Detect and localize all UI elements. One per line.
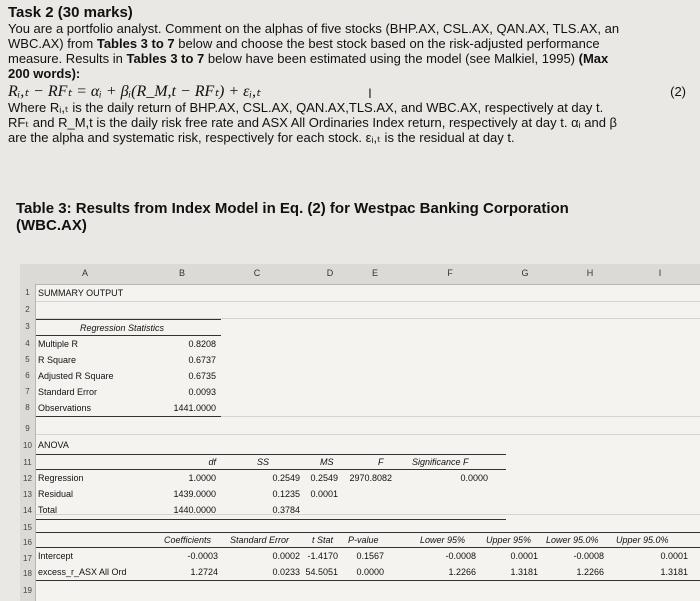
table-cell: 1 <box>25 288 30 297</box>
table-cell: 10 <box>23 441 32 450</box>
table-cell: 5 <box>25 355 30 364</box>
coef-header: Coefficients <box>164 535 212 545</box>
table-cell: 0.0002 <box>272 551 300 561</box>
column-header: C <box>253 268 261 278</box>
table-cell: 1.0000 <box>188 473 216 483</box>
table-cell: 4 <box>25 339 30 348</box>
anova-header-df: df <box>208 457 216 467</box>
task-line-3: measure. Results in Tables 3 to 7 below have been estimated using the model (see Malkiel, 1995) (Max <box>8 51 609 66</box>
table-cell: 0.0001 <box>660 551 688 561</box>
coef-header: Upper 95% <box>486 535 532 545</box>
column-header: A <box>81 268 89 278</box>
coef-header: Standard Error <box>230 535 290 545</box>
table-cell: 11 <box>23 458 32 467</box>
table-cell: 0.0233 <box>272 567 300 577</box>
coef-header: P-value <box>348 535 379 545</box>
table-cell: 0.0001 <box>310 489 338 499</box>
table-cell: 18 <box>23 569 32 578</box>
table-cell: 1439.0000 <box>173 489 216 499</box>
anova-row-label: Residual <box>38 489 74 499</box>
column-header: F <box>447 268 453 278</box>
stat-value: 0.0093 <box>188 387 216 397</box>
table-cell: 6 <box>25 371 30 380</box>
column-header: H <box>586 268 594 278</box>
coef-header: Lower 95.0% <box>546 535 599 545</box>
task-line-1: You are a portfolio analyst. Comment on the alphas of five stocks (BHP.AX, CSL.AX, QAN.AX, TLS.AX, an <box>8 21 620 36</box>
regression-statistics-heading: Regression Statistics <box>80 323 165 333</box>
task-line-2: WBC.AX) from Tables 3 to 7 below and choose the best stock based on the risk-adjusted performance <box>8 36 600 51</box>
anova-header-significance: Significance F <box>412 457 469 467</box>
table-title: Table 3: Results from Index Model in Eq. (2) for Westpac Banking Corporation (WBC.AX) <box>16 200 569 234</box>
table-cell: -1.4170 <box>307 551 338 561</box>
task-text-block <box>8 4 698 145</box>
table-cell: 0.3784 <box>272 505 300 515</box>
table-cell: 14 <box>23 506 32 515</box>
text-cursor-icon: I <box>368 85 372 101</box>
stat-label: R Square <box>38 355 77 365</box>
column-headers <box>20 264 700 285</box>
anova-label: ANOVA <box>38 440 69 450</box>
table-cell: 0.0000 <box>356 567 384 577</box>
task-line-4: 200 words): <box>8 66 81 81</box>
table-cell: 8 <box>25 403 30 412</box>
coef-header: Lower 95% <box>420 535 466 545</box>
anova-header-ss: SS <box>257 457 270 467</box>
table-cell: 1440.0000 <box>173 505 216 515</box>
table-cell: 15 <box>23 523 32 532</box>
stat-label: Observations <box>38 403 92 413</box>
coef-row-label: Intercept <box>38 551 74 561</box>
task-heading: Task 2 (30 marks) <box>8 4 133 21</box>
table-cell: 1.3181 <box>510 567 538 577</box>
anova-header-f: F <box>378 457 384 467</box>
table-cell: 3 <box>25 322 30 331</box>
where-line-2: RFₜ and R_M,t is the daily risk free rate and ASX All Ordinaries Index return, respectively at day t. αᵢ and β <box>8 115 618 130</box>
where-line-3: are the alpha and systematic risk, respectively for each stock. εᵢ,ₜ is the residual at day t. <box>8 130 515 145</box>
column-header: D <box>326 268 334 278</box>
table-cell: 9 <box>25 424 30 433</box>
table-cell: 1.2266 <box>448 567 476 577</box>
table-cell: 0.2549 <box>272 473 300 483</box>
summary-output-label: SUMMARY OUTPUT <box>38 288 124 298</box>
table-cell: 19 <box>23 586 32 595</box>
spreadsheet-image <box>20 264 700 601</box>
coef-header: t Stat <box>312 535 334 545</box>
table-cell: 0.2549 <box>310 473 338 483</box>
anova-row-label: Regression <box>38 473 84 483</box>
table-cell: 0.0001 <box>510 551 538 561</box>
stat-value: 0.6737 <box>188 355 216 365</box>
column-header: B <box>178 268 186 278</box>
table-cell: 7 <box>25 387 30 396</box>
table-cell: 54.5051 <box>305 567 338 577</box>
coef-row-label: excess_r_ASX All Ord <box>38 567 127 577</box>
table-cell: 1.3181 <box>660 567 688 577</box>
table-cell: 0.1567 <box>356 551 384 561</box>
table-cell: 1.2266 <box>576 567 604 577</box>
stat-label: Adjusted R Square <box>38 371 114 381</box>
column-header: E <box>371 268 379 278</box>
column-header: I <box>658 268 662 278</box>
table-cell: 0.0000 <box>460 473 488 483</box>
column-header: G <box>521 268 529 278</box>
anova-header-ms: MS <box>320 457 334 467</box>
row-headers <box>20 284 36 601</box>
model-equation: Rᵢ,ₜ − RFₜ = αᵢ + βᵢ(R_M,t − RFₜ) + εᵢ,ₜ (2) <box>8 83 686 100</box>
table-cell: 17 <box>23 554 32 563</box>
coef-header: Upper 95.0% <box>616 535 669 545</box>
anova-row-label: Total <box>38 505 58 515</box>
table-cell: -0.0003 <box>187 551 218 561</box>
equation-number: (2) <box>670 84 686 99</box>
table-cell: -0.0008 <box>445 551 476 561</box>
table-cell: 0.1235 <box>272 489 300 499</box>
table-cell: 1.2724 <box>190 567 218 577</box>
table-cell: 12 <box>23 474 32 483</box>
stat-label: Multiple R <box>38 339 79 349</box>
table-cell: -0.0008 <box>573 551 604 561</box>
table-cell: 2970.8082 <box>349 473 392 483</box>
stat-value: 0.6735 <box>188 371 216 381</box>
stat-value: 0.8208 <box>188 339 216 349</box>
stat-label: Standard Error <box>38 387 98 397</box>
where-line-1: Where Rᵢ,ₜ is the daily return of BHP.AX, CSL.AX, QAN.AX,TLS.AX, and WBC.AX, respectively at day t. <box>8 100 604 115</box>
stat-value: 1441.0000 <box>173 403 216 413</box>
table-cell: 16 <box>23 538 32 547</box>
table-cell: 13 <box>23 490 32 499</box>
table-cell: 2 <box>25 305 30 314</box>
